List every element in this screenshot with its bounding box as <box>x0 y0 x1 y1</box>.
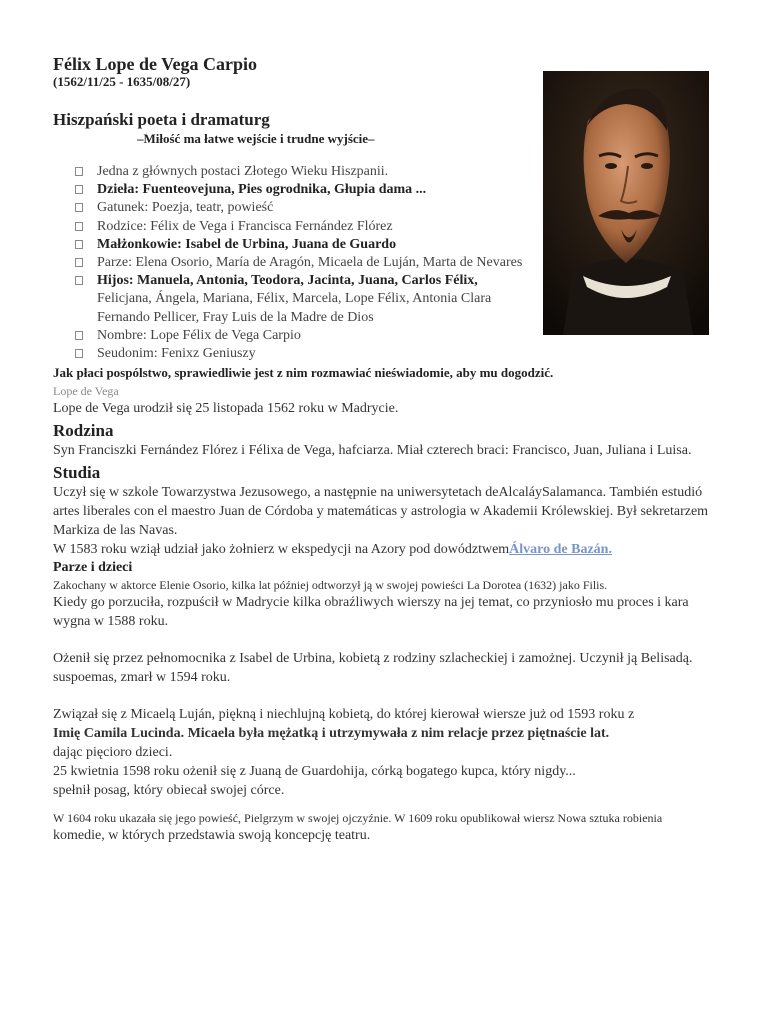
parze-paragraph-5a: 25 kwietnia 1598 roku ożenił się z Juaną de Guardohija, córką bogatego kupca, który nigdy... <box>53 764 576 780</box>
list-item: Jedna z głównych postaci Złotego Wieku Hiszpanii. <box>53 163 523 181</box>
checkbox-bullet-icon <box>75 258 83 267</box>
motto-quote: –Miłość ma łatwe wejście i trudne wyjście– <box>137 131 375 146</box>
checkbox-bullet-icon <box>75 276 83 285</box>
parze-paragraph-4a: Związał się z Micaelą Luján, piękną i niechlujną kobietą, do której kierował wiersze już od 1593 roku z <box>53 707 635 723</box>
checkbox-bullet-icon <box>75 240 83 249</box>
list-item: Parze: Elena Osorio, María de Aragón, Micaela de Luján, Marta de Nevares <box>53 254 523 272</box>
parze-paragraph-3: Ożenił się przez pełnomocnika z Isabel de Urbina, kobietą z rodziny szlacheckiej i zamożnej. Uczynił ją Belisadą. suspoemas, zmarł w 1594 roku. <box>53 651 693 686</box>
studia-paragraph: Uczył się w szkole Towarzystwa Jezusowego, a następnie na uniwersytetach deAlcaláySalamanca. También estudió artes liberales con el maestro Juan de Córdoba y matemáticas y astrologia w Akademii Królewskiej. Był sekretarzem Markiza de las Navas. <box>53 485 709 539</box>
parze-paragraph-4b: Imię Camila Lucinda. Micaela była mężatką i utrzymywała z nim relacje przez piętnaście lat. <box>53 726 610 742</box>
list-item: Rodzice: Félix de Vega i Francisca Fernández Flórez <box>53 218 523 236</box>
birth-paragraph: Lope de Vega urodził się 25 listopada 1562 roku w Madrycie. <box>53 401 399 417</box>
section-heading-rodzina: Rodzina <box>53 421 114 441</box>
parze-paragraph-1: Zakochany w aktorce Elenie Osorio, kilka lat później odtworzył ją w swojej powieści La Dorotea (1632) jako Filis. <box>53 578 608 593</box>
checkbox-bullet-icon <box>75 331 83 340</box>
alvaro-de-bazan-link[interactable]: Álvaro de Bazán. <box>509 542 612 558</box>
checkbox-bullet-icon <box>75 203 83 212</box>
checkbox-bullet-icon <box>75 167 83 176</box>
works-paragraph: W 1604 roku ukazała się jego powieść, Pielgrzym w swojej ojczyźnie. W 1609 roku opublikował wiersz Nowa sztuka robienia <box>53 811 663 826</box>
page-title: Félix Lope de Vega Carpio <box>53 54 258 74</box>
subtitle: Hiszpański poeta i dramaturg <box>53 110 270 129</box>
list-item: Nombre: Lope Félix de Vega Carpio <box>53 327 523 345</box>
azory-paragraph: W 1583 roku wziął udział jako żołnierz w ekspedycji na Azory pod dowództwemÁlvaro de Bazán. <box>53 542 612 558</box>
section-heading-studia: Studia <box>53 463 101 483</box>
life-dates: (1562/11/25 - 1635/08/27) <box>53 74 191 89</box>
checkbox-bullet-icon <box>75 185 83 194</box>
bold-quote: Jak płaci pospólstwo, sprawiedliwie jest z nim rozmawiać nieświadomie, aby mu dogodzić. <box>53 365 554 381</box>
rodzina-paragraph: Syn Franciszki Fernández Flórez i Félixa de Vega, hafciarza. Miał czterech braci: Francisco, Juan, Juliana i Luisa. <box>53 443 692 459</box>
document-body <box>53 54 713 845</box>
checkbox-bullet-icon <box>75 349 83 358</box>
list-item: Seudonim: Fenixz Geniuszy <box>53 345 523 363</box>
parze-paragraph-4c: dając pięcioro dzieci. <box>53 745 173 761</box>
facts-list <box>53 163 523 363</box>
parze-paragraph-2: Kiedy go porzuciła, rozpuścił w Madrycie kilka obraźliwych wierszy na jej temat, co przyniosło mu proces i kara wygna w 1588 roku. <box>53 595 689 630</box>
section-heading-parze: Parze i dzieci <box>53 560 133 576</box>
list-item: Dzieła: Fuenteovejuna, Pies ogrodnika, Głupia dama ... <box>53 181 523 199</box>
checkbox-bullet-icon <box>75 222 83 231</box>
list-item: Małżonkowie: Isabel de Urbina, Juana de Guardo <box>53 236 523 254</box>
parze-paragraph-5b: spełnił posag, który obiecał swojej córce. <box>53 783 285 799</box>
list-item: Gatunek: Poezja, teatr, powieść <box>53 199 523 217</box>
image-caption: Lope de Vega <box>53 384 119 399</box>
works-paragraph-tail: komedie, w których przedstawia swoją koncepcję teatru. <box>53 828 371 844</box>
list-item: Hijos: Manuela, Antonia, Teodora, Jacinta, Juana, Carlos Félix, Felicjana, Ángela, Mariana, Félix, Marcela, Lope Félix, Antonia Clara Fernando Pellicer, Fray Luis de la Madre de Dios <box>53 272 523 327</box>
